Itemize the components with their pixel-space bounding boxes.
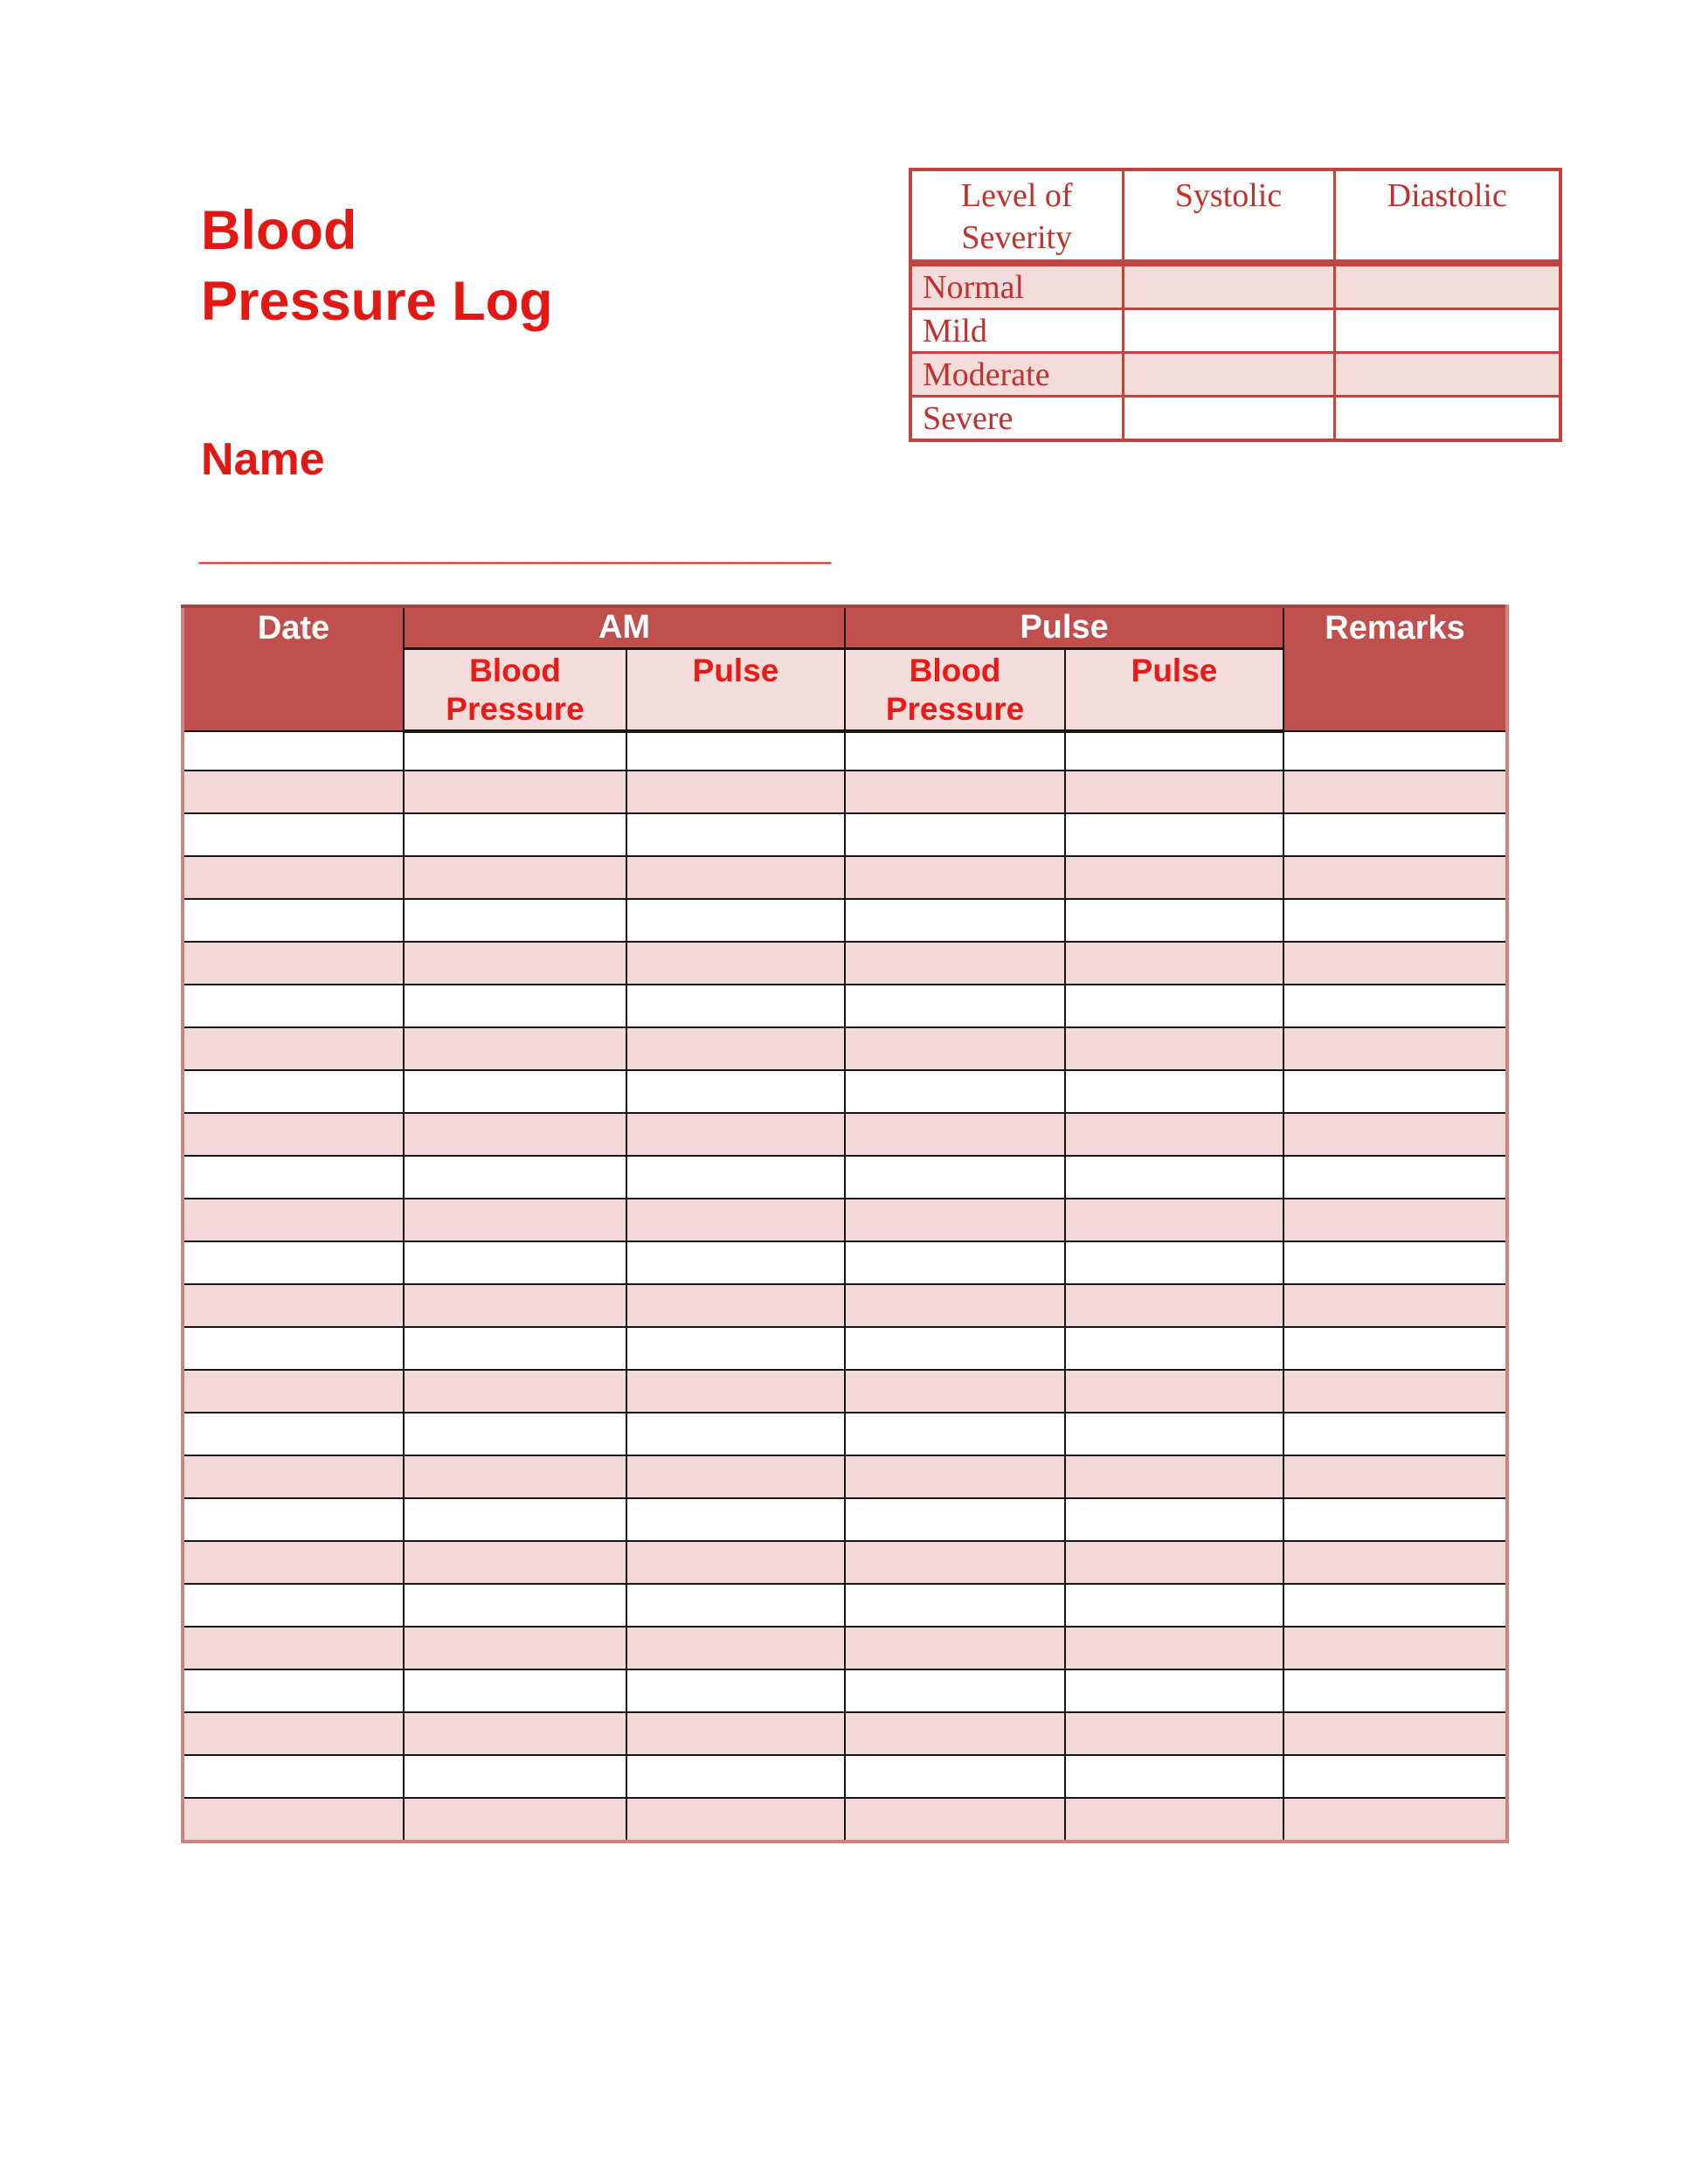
log-entry-cell[interactable]: [626, 1156, 845, 1199]
log-entry-cell[interactable]: [404, 1627, 626, 1669]
log-subheader-pulse-am: Pulse: [626, 649, 845, 732]
log-entry-cell[interactable]: [845, 942, 1065, 985]
log-row: [183, 1584, 1507, 1627]
log-entry-cell[interactable]: [845, 856, 1065, 899]
log-row: [183, 1113, 1507, 1156]
log-entry-cell[interactable]: [404, 1027, 626, 1070]
log-row: [183, 1413, 1507, 1455]
log-entry-cell[interactable]: [404, 1156, 626, 1199]
log-entry-cell[interactable]: [1283, 1027, 1507, 1070]
log-entry-cell[interactable]: [626, 1755, 845, 1798]
severity-row-normal: [910, 263, 1560, 309]
severity-systolic-cell[interactable]: [1123, 309, 1334, 353]
log-row: [183, 1199, 1507, 1241]
log-entry-cell[interactable]: [845, 899, 1065, 942]
log-entry-cell[interactable]: [183, 1498, 404, 1541]
log-entry-cell[interactable]: [1065, 1669, 1283, 1712]
log-entry-cell[interactable]: [404, 771, 626, 813]
document-title: [201, 196, 553, 337]
log-entry-cell[interactable]: [183, 1541, 404, 1584]
log-entry-cell[interactable]: [845, 1027, 1065, 1070]
log-table-body: [183, 731, 1507, 1842]
severity-header-systolic: Systolic: [1123, 169, 1334, 263]
log-entry-cell[interactable]: [626, 1413, 845, 1455]
log-entry-cell[interactable]: [1283, 1156, 1507, 1199]
log-row: [183, 1370, 1507, 1413]
log-entry-cell[interactable]: [1065, 813, 1283, 856]
log-entry-cell[interactable]: [626, 942, 845, 985]
log-entry-cell[interactable]: [626, 899, 845, 942]
severity-diastolic-cell[interactable]: [1334, 263, 1560, 309]
log-entry-cell[interactable]: [626, 1070, 845, 1113]
log-row: [183, 1156, 1507, 1199]
log-entry-cell[interactable]: [404, 1455, 626, 1498]
document-title-line1: Blood: [201, 200, 357, 261]
log-entry-cell[interactable]: [1283, 942, 1507, 985]
severity-diastolic-cell[interactable]: [1334, 309, 1560, 353]
log-entry-cell[interactable]: [1283, 1070, 1507, 1113]
log-entry-cell[interactable]: [1283, 1113, 1507, 1156]
log-entry-cell[interactable]: [404, 1541, 626, 1584]
log-entry-cell[interactable]: [845, 771, 1065, 813]
log-entry-cell[interactable]: [404, 1284, 626, 1327]
log-entry-cell[interactable]: [183, 731, 404, 771]
log-row: [183, 1241, 1507, 1284]
log-entry-cell[interactable]: [183, 1455, 404, 1498]
log-entry-cell[interactable]: [404, 1327, 626, 1370]
log-entry-cell[interactable]: [1065, 1755, 1283, 1798]
severity-table: [909, 168, 1562, 442]
log-table: [181, 605, 1509, 1843]
log-entry-cell[interactable]: [626, 1541, 845, 1584]
log-entry-cell[interactable]: [1283, 1755, 1507, 1798]
log-entry-cell[interactable]: [1065, 1413, 1283, 1455]
severity-label: Mild: [910, 309, 1123, 353]
log-entry-cell[interactable]: [404, 813, 626, 856]
log-entry-cell[interactable]: [1283, 899, 1507, 942]
log-entry-cell[interactable]: [845, 731, 1065, 771]
severity-row-moderate: [910, 353, 1560, 397]
log-entry-cell[interactable]: [183, 1755, 404, 1798]
log-entry-cell[interactable]: [404, 856, 626, 899]
log-entry-cell[interactable]: [404, 942, 626, 985]
log-entry-cell[interactable]: [1065, 1455, 1283, 1498]
severity-systolic-cell[interactable]: [1123, 353, 1334, 397]
log-entry-cell[interactable]: [183, 1241, 404, 1284]
log-entry-cell[interactable]: [1065, 1370, 1283, 1413]
log-entry-cell[interactable]: [404, 1584, 626, 1627]
log-entry-cell[interactable]: [183, 1798, 404, 1842]
log-table-group-header-row: [183, 606, 1507, 649]
log-entry-cell[interactable]: [626, 1712, 845, 1755]
severity-header-diastolic: Diastolic: [1334, 169, 1560, 263]
log-entry-cell[interactable]: [1283, 731, 1507, 771]
log-entry-cell[interactable]: [183, 1584, 404, 1627]
log-row: [183, 1755, 1507, 1798]
log-entry-cell[interactable]: [183, 1284, 404, 1327]
log-row: [183, 1070, 1507, 1113]
log-entry-cell[interactable]: [626, 813, 845, 856]
severity-systolic-cell[interactable]: [1123, 397, 1334, 441]
log-entry-cell[interactable]: [845, 1798, 1065, 1842]
log-row: [183, 985, 1507, 1027]
log-entry-cell[interactable]: [1065, 899, 1283, 942]
log-entry-cell[interactable]: [1283, 1199, 1507, 1241]
severity-header-level: Level of Severity: [910, 169, 1123, 263]
severity-diastolic-cell[interactable]: [1334, 353, 1560, 397]
log-entry-cell[interactable]: [1065, 1498, 1283, 1541]
log-entry-cell[interactable]: [183, 985, 404, 1027]
log-entry-cell[interactable]: [1065, 731, 1283, 771]
log-entry-cell[interactable]: [1065, 942, 1283, 985]
severity-label: Severe: [910, 397, 1123, 441]
log-entry-cell[interactable]: [845, 1327, 1065, 1370]
log-row: [183, 1669, 1507, 1712]
log-entry-cell[interactable]: [1283, 1498, 1507, 1541]
log-entry-cell[interactable]: [1283, 1284, 1507, 1327]
severity-systolic-cell[interactable]: [1123, 263, 1334, 309]
log-entry-cell[interactable]: [626, 856, 845, 899]
log-entry-cell[interactable]: [404, 985, 626, 1027]
log-entry-cell[interactable]: [404, 1712, 626, 1755]
log-header-remarks: Remarks: [1283, 606, 1507, 731]
log-entry-cell[interactable]: [1065, 1798, 1283, 1842]
log-entry-cell[interactable]: [183, 1156, 404, 1199]
log-entry-cell[interactable]: [1283, 1798, 1507, 1842]
log-entry-cell[interactable]: [626, 1498, 845, 1541]
log-entry-cell[interactable]: [183, 813, 404, 856]
log-row: [183, 1027, 1507, 1070]
log-entry-cell[interactable]: [845, 1627, 1065, 1669]
log-entry-cell[interactable]: [845, 1413, 1065, 1455]
log-entry-cell[interactable]: [1283, 985, 1507, 1027]
log-entry-cell[interactable]: [626, 1370, 845, 1413]
log-entry-cell[interactable]: [1065, 856, 1283, 899]
log-entry-cell[interactable]: [845, 1156, 1065, 1199]
log-entry-cell[interactable]: [404, 1413, 626, 1455]
name-label: Name: [201, 434, 325, 485]
log-entry-cell[interactable]: [626, 1113, 845, 1156]
log-entry-cell[interactable]: [1065, 1156, 1283, 1199]
log-entry-cell[interactable]: [1065, 1027, 1283, 1070]
log-entry-cell[interactable]: [845, 1669, 1065, 1712]
log-entry-cell[interactable]: [404, 731, 626, 771]
log-entry-cell[interactable]: [626, 1455, 845, 1498]
log-entry-cell[interactable]: [845, 1370, 1065, 1413]
severity-label: Normal: [910, 263, 1123, 309]
log-entry-cell[interactable]: [1283, 1541, 1507, 1584]
log-entry-cell[interactable]: [183, 899, 404, 942]
log-entry-cell[interactable]: [845, 1284, 1065, 1327]
log-row: [183, 942, 1507, 985]
log-entry-cell[interactable]: [626, 1241, 845, 1284]
log-entry-cell[interactable]: [626, 1284, 845, 1327]
log-row: [183, 899, 1507, 942]
log-entry-cell[interactable]: [1283, 1241, 1507, 1284]
log-entry-cell[interactable]: [183, 1712, 404, 1755]
log-entry-cell[interactable]: [1283, 1370, 1507, 1413]
log-row: [183, 1327, 1507, 1370]
document-title-line2: Pressure Log: [201, 271, 553, 332]
log-entry-cell[interactable]: [626, 1798, 845, 1842]
log-entry-cell[interactable]: [1065, 1241, 1283, 1284]
log-entry-cell[interactable]: [1065, 1712, 1283, 1755]
log-entry-cell[interactable]: [845, 1498, 1065, 1541]
log-entry-cell[interactable]: [183, 1199, 404, 1241]
log-header-date: Date: [183, 606, 404, 731]
log-entry-cell[interactable]: [404, 1755, 626, 1798]
log-entry-cell[interactable]: [845, 1712, 1065, 1755]
log-entry-cell[interactable]: [845, 1755, 1065, 1798]
log-entry-cell[interactable]: [1065, 1070, 1283, 1113]
log-entry-cell[interactable]: [1283, 813, 1507, 856]
log-row: [183, 1284, 1507, 1327]
log-entry-cell[interactable]: [183, 1327, 404, 1370]
log-entry-cell[interactable]: [404, 1113, 626, 1156]
log-entry-cell[interactable]: [404, 1798, 626, 1842]
log-entry-cell[interactable]: [1283, 1584, 1507, 1627]
log-entry-cell[interactable]: [1283, 1455, 1507, 1498]
log-entry-cell[interactable]: [1065, 1627, 1283, 1669]
log-entry-cell[interactable]: [1283, 1327, 1507, 1370]
log-entry-cell[interactable]: [1065, 1584, 1283, 1627]
log-entry-cell[interactable]: [183, 856, 404, 899]
log-entry-cell[interactable]: [404, 1370, 626, 1413]
log-row: [183, 731, 1507, 771]
log-row: [183, 1498, 1507, 1541]
log-subheader-bp-pm: Blood Pressure: [845, 649, 1065, 732]
log-entry-cell[interactable]: [845, 985, 1065, 1027]
log-entry-cell[interactable]: [845, 1241, 1065, 1284]
log-entry-cell[interactable]: [845, 1070, 1065, 1113]
log-entry-cell[interactable]: [626, 985, 845, 1027]
log-entry-cell[interactable]: [183, 942, 404, 985]
name-fill-line[interactable]: _________________________: [199, 518, 831, 569]
log-entry-cell[interactable]: [1065, 985, 1283, 1027]
log-entry-cell[interactable]: [1065, 1541, 1283, 1584]
log-row: [183, 1455, 1507, 1498]
severity-header-row: [910, 169, 1560, 263]
severity-row-severe: [910, 397, 1560, 441]
log-entry-cell[interactable]: [1065, 1199, 1283, 1241]
severity-row-mild: [910, 309, 1560, 353]
log-entry-cell[interactable]: [183, 1113, 404, 1156]
log-entry-cell[interactable]: [404, 1070, 626, 1113]
log-entry-cell[interactable]: [626, 1199, 845, 1241]
log-row: [183, 813, 1507, 856]
log-entry-cell[interactable]: [1283, 1413, 1507, 1455]
log-entry-cell[interactable]: [626, 1669, 845, 1712]
log-entry-cell[interactable]: [1283, 1712, 1507, 1755]
log-entry-cell[interactable]: [1283, 1627, 1507, 1669]
log-header-am-group: AM: [404, 606, 845, 649]
log-entry-cell[interactable]: [183, 1413, 404, 1455]
log-entry-cell[interactable]: [626, 1027, 845, 1070]
log-entry-cell[interactable]: [845, 813, 1065, 856]
log-entry-cell[interactable]: [404, 899, 626, 942]
log-entry-cell[interactable]: [1283, 1669, 1507, 1712]
log-row: [183, 771, 1507, 813]
log-entry-cell[interactable]: [183, 1370, 404, 1413]
log-entry-cell[interactable]: [845, 1199, 1065, 1241]
log-entry-cell[interactable]: [845, 1113, 1065, 1156]
log-entry-cell[interactable]: [626, 1584, 845, 1627]
log-entry-cell[interactable]: [626, 1327, 845, 1370]
log-entry-cell[interactable]: [1065, 1327, 1283, 1370]
log-entry-cell[interactable]: [183, 1070, 404, 1113]
log-row: [183, 1627, 1507, 1669]
log-entry-cell[interactable]: [183, 1027, 404, 1070]
log-row: [183, 1798, 1507, 1842]
log-entry-cell[interactable]: [1283, 856, 1507, 899]
log-entry-cell[interactable]: [845, 1541, 1065, 1584]
log-row: [183, 1541, 1507, 1584]
log-entry-cell[interactable]: [183, 1669, 404, 1712]
log-entry-cell[interactable]: [1283, 771, 1507, 813]
log-entry-cell[interactable]: [845, 1455, 1065, 1498]
log-row: [183, 856, 1507, 899]
log-subheader-bp-am: Blood Pressure: [404, 649, 626, 732]
log-entry-cell[interactable]: [183, 1627, 404, 1669]
log-entry-cell[interactable]: [1065, 1113, 1283, 1156]
log-row: [183, 1712, 1507, 1755]
log-entry-cell[interactable]: [404, 1241, 626, 1284]
log-entry-cell[interactable]: [404, 1498, 626, 1541]
severity-label: Moderate: [910, 353, 1123, 397]
log-entry-cell[interactable]: [626, 1627, 845, 1669]
log-entry-cell[interactable]: [845, 1584, 1065, 1627]
log-entry-cell[interactable]: [404, 1669, 626, 1712]
log-subheader-pulse-pm: Pulse: [1065, 649, 1283, 732]
log-header-pm-group: Pulse: [845, 606, 1283, 649]
log-entry-cell[interactable]: [1065, 771, 1283, 813]
log-entry-cell[interactable]: [1065, 1284, 1283, 1327]
log-entry-cell[interactable]: [626, 771, 845, 813]
severity-diastolic-cell[interactable]: [1334, 397, 1560, 441]
log-entry-cell[interactable]: [183, 771, 404, 813]
log-entry-cell[interactable]: [626, 731, 845, 771]
log-entry-cell[interactable]: [404, 1199, 626, 1241]
